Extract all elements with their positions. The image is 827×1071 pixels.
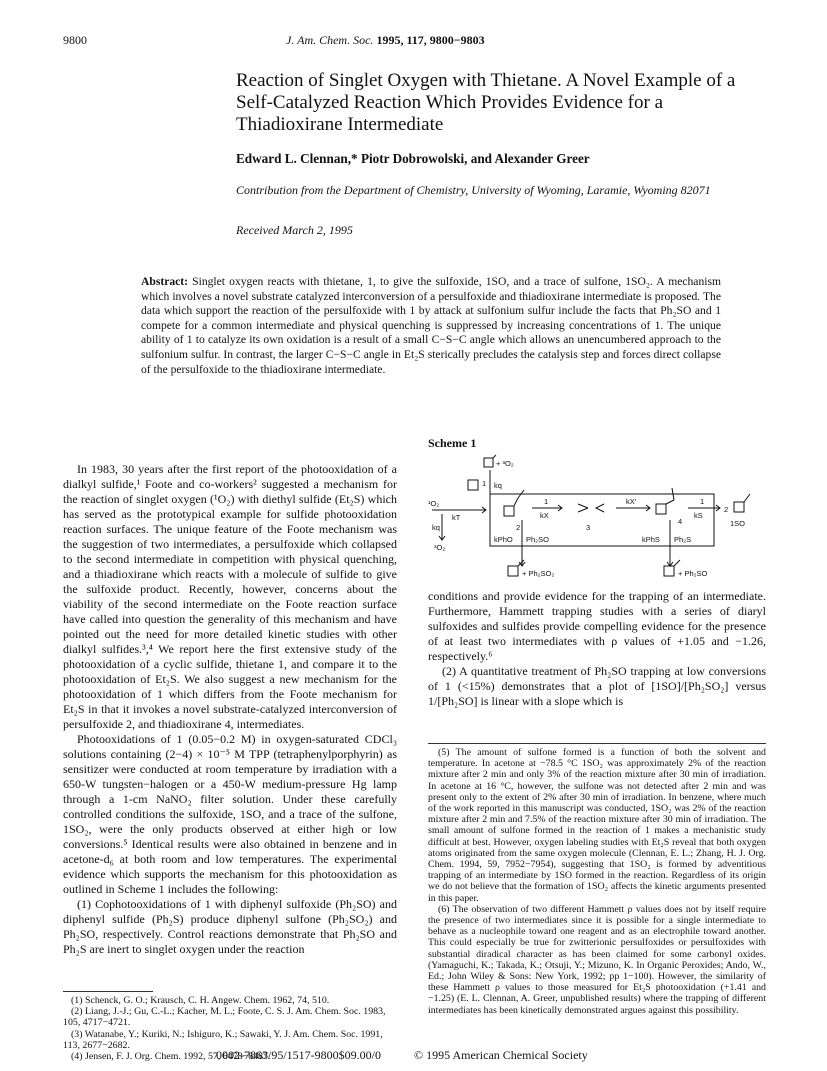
footnote-rule <box>63 991 153 992</box>
scheme-label: 3 <box>586 523 591 532</box>
copyright: © 1995 American Chemical Society <box>414 1048 588 1062</box>
scheme-label: Ph₂SO <box>526 535 549 544</box>
article-title: Reaction of Singlet Oxygen with Thietane. A Novel Example of a Self-Catalyzed Reaction Which Provides Evidence for a Thiadioxirane Intermediate <box>236 70 736 135</box>
persulfoxide-2 <box>504 506 514 516</box>
scheme-label: + ³O₂ <box>496 459 514 468</box>
page-number: 9800 <box>63 33 87 47</box>
scheme-label: kX <box>540 511 549 520</box>
scheme-label: kX' <box>626 497 637 506</box>
thietane-top <box>484 458 493 467</box>
abstract <box>141 275 721 377</box>
body-right-column <box>428 589 766 709</box>
scheme-label: 1 <box>700 497 705 506</box>
paragraph: In 1983, 30 years after the first report of the photooxidation of a dialkyl sulfide,¹ Foote and co-workers² suggested a mechanism for the reaction of singlet oxygen (¹O₂) with diethyl sulfide (Et₂S) which has served as the prototypical example for sulfide photooxidation reaction surfaces. The unique feature of the Foote mechanism was the suggestion of two intermediates, a persulfoxide which collapsed to the second intermediate in competition with physical quenching, and a thiadioxirane which reacts with a molecule of sulfide to give the sulfoxide product. Recently, however, concerns about the viability of the second intermediate on the Foote reaction surface have called into question the generality of this mechanism and have pointed out the need for more detailed kinetic studies with other dialkyl sulfides.³,⁴ We report here the first extensive study of the photooxidation of a cyclic sulfide, thietane 1, and compare it to the photooxidation of Et₂S. We also suggest a new mechanism for the photooxidation of 1 which differs from the Foote mechanism for Et₂S in that it invokes a novel substrate-catalyzed interconversion of persulfoxide 2, and thiadioxirane 4, intermediates. <box>63 462 397 731</box>
scheme-label: 2 <box>516 523 521 532</box>
paragraph: (2) A quantitative treatment of Ph₂SO trapping at low conversions of 1 (<15%) demonstrates that a plot of [1SO]/[Ph₂SO₂] versus 1/[Ph₂SO] is linear with a slope which is <box>428 664 766 708</box>
footnote: (1) Schenck, G. O.; Krausch, C. H. Angew. Chem. 1962, 74, 510. <box>71 995 330 1006</box>
footnote: (2) Liang, J.-J.; Gu, C.-L.; Kacher, M. L.; Foote, C. S. J. Am. Chem. Soc. 1983, 105, 4717−4721. <box>63 1006 386 1029</box>
scheme-label: ³O₂ <box>434 543 446 552</box>
article-code: 0002-7863/95/1517-9800$09.00/0 <box>216 1048 381 1062</box>
footnote: (5) The amount of sulfone formed is a function of both the solvent and temperature. In acetone at −78.5 °C 1SO₂ was approximately 2% of the reaction mixture after 2 min and only 3% of the reaction mixture after 30 min of irradiation. In acetone at 16 °C, however, the sulfone was not detected after 2 min and was present only to the extent of 2% after 30 min of irradiation. In benzene, where much of the work reported in this manuscript was conducted, 1SO₂ was 2% of the reaction mixture after 2 min and 7.5% of the reaction mixture after 30 min of irradiation. The small amount of sulfone formed in the reaction of 1 makes a mechanistic study difficult at best. However, oxygen labeling studies with Et₂S reveal that both oxygen atoms originated from the same oxygen molecule (Clennan, E. L.; Zhang, H. J. Org. Chem. 1994, 59, 7952−7954), suggesting that 1SO₂ is formed by adventitious trapping of an intermediate by 1SO formed in the reaction. Regardless of its origin we do not believe that the formation of 1SO₂ affects the kinetic arguments presented in this paper. <box>428 747 766 904</box>
affiliation: Contribution from the Department of Chemistry, University of Wyoming, Laramie, Wyoming 82071 <box>236 183 711 197</box>
abstract-label: Abstract: <box>141 275 189 288</box>
scheme-label: kPhS <box>642 535 660 544</box>
scheme-label: kPhO <box>494 535 513 544</box>
scheme-label: ¹O₂ <box>428 499 440 508</box>
scheme-label: kS <box>694 511 703 520</box>
paragraph: conditions and provide evidence for the trapping of an intermediate. Furthermore, Hammett trapping studies with a series of diaryl sulfoxides and sulfides provide compelling evidence for the presence of at least two intermediates with ρ values of +1.05 and −1.26, respectively.⁶ <box>428 589 766 663</box>
scheme-label: + Ph₂SO <box>678 569 708 578</box>
sulfoxide-product <box>734 502 744 512</box>
scheme-title: Scheme 1 <box>428 436 477 450</box>
scheme-label: 4 <box>678 517 683 526</box>
scheme-label: + Ph₂SO₂ <box>522 569 555 578</box>
journal-name: J. Am. Chem. Soc. <box>286 33 374 47</box>
journal-citation: 1995, 117, 9800−9803 <box>376 33 485 47</box>
scheme-label: Ph₂S <box>674 535 692 544</box>
footnotes-right <box>428 747 766 1016</box>
scheme-label: kq <box>432 523 440 532</box>
scheme-label: 1 <box>482 479 487 488</box>
scheme-label: 2 <box>724 505 729 514</box>
footnote-rule <box>428 743 766 744</box>
running-header <box>286 33 485 48</box>
paragraph: (1) Cophotooxidations of 1 with diphenyl sulfoxide (Ph₂SO) and diphenyl sulfide (Ph₂S) produce diphenyl sulfone (Ph₂SO₂) and Ph₂SO, respectively. Control reactions demonstrate that Ph₂SO and Ph₂S are inert to singlet oxygen under the reaction <box>63 897 397 956</box>
scheme-label: kq <box>494 481 502 490</box>
footnote: (4) Jensen, F. J. Org. Chem. 1992, 57, 6478−6487. <box>71 1051 271 1063</box>
footnote: (3) Watanabe, Y.; Kuriki, N.; Ishiguro, K.; Sawaki, Y. J. Am. Chem. Soc. 1991, 113, 2677−2682. <box>63 1028 383 1051</box>
footnote: (6) The observation of two different Hammett ρ values does not by itself require the presence of two intermediates since it is possible for a single intermediate to behave as a nucleophile toward one reagent and as an electrophile toward another. This could especially be true for zwitterionic persulfoxides or persulfoxides with substantial diradical character as has been claimed for some carbonyl oxides. (Yamaguchi, K.; Takada, K.; Otsuji, Y.; Mizuno, K. In Organic Peroxides; Ando, W., Ed.; John Wiley & Sons: New York, 1992; pp 1−100). However, the similarity of these Hammett ρ values to those measured for Et₂S photooxidation (+1.41 and −1.25) (E. L. Clennan, A. Greer, unpublished results) where the trapping of different intermediates has been kinetically demonstrated argues against this possibility. <box>428 903 766 1016</box>
received-date: Received March 2, 1995 <box>236 223 353 237</box>
scheme-label: kT <box>452 513 461 522</box>
scheme-label: 1SO <box>730 519 746 528</box>
paragraph: Photooxidations of 1 (0.05−0.2 M) in oxygen-saturated CDCl₃ solutions containing (2−4) × 10⁻⁵ M TPP (tetraphenylporphyrin) as sensitizer were conducted at room temperature by irradiation with a 650-W tungsten−halogen or a 450-W medium-pressure Hg lamp through a 1-cm NaNO₂ filter solution. Under these carefully controlled conditions the sulfoxide, 1SO, and a trace of the sulfone, 1SO₂, were the only products observed at either high or low conversions.⁵ Identical results were also obtained in benzene and in acetone-d₆ at both room and low temperatures. The experimental evidence which supports the mechanism for this photooxidation as outlined in Scheme 1 includes the following: <box>63 732 397 896</box>
reaction-scheme <box>428 454 766 584</box>
scheme-label: 1 <box>544 497 549 506</box>
abstract-text: Singlet oxygen reacts with thietane, 1, to give the sulfoxide, 1SO, and a trace of sulfone, 1SO₂. A mechanism which involves a novel substrate catalyzed interconversion of a persulfoxide and thiadioxirane intermediate is proposed. The data which support the reaction of the persulfoxide with 1 by attack at sulfonium sulfur include the facts that Ph₂SO and 1 compete for a common intermediate and physical quenching is suppressed by increasing concentrations of 1. The unique ability of 1 to catalyze its own oxidation is a result of a small C−S−C angle which allows an unencumbered approach to the sulfonium sulfur. In contrast, the larger C−S−C angle in Et₂S sterically precludes the catalysis step and forces direct collapse of the persulfoxide to the thiadioxirane intermediate. <box>141 275 721 376</box>
thiadioxirane-4 <box>656 504 666 514</box>
body-left-column <box>63 462 397 957</box>
authors: Edward L. Clennan,* Piotr Dobrowolski, and Alexander Greer <box>236 151 590 166</box>
